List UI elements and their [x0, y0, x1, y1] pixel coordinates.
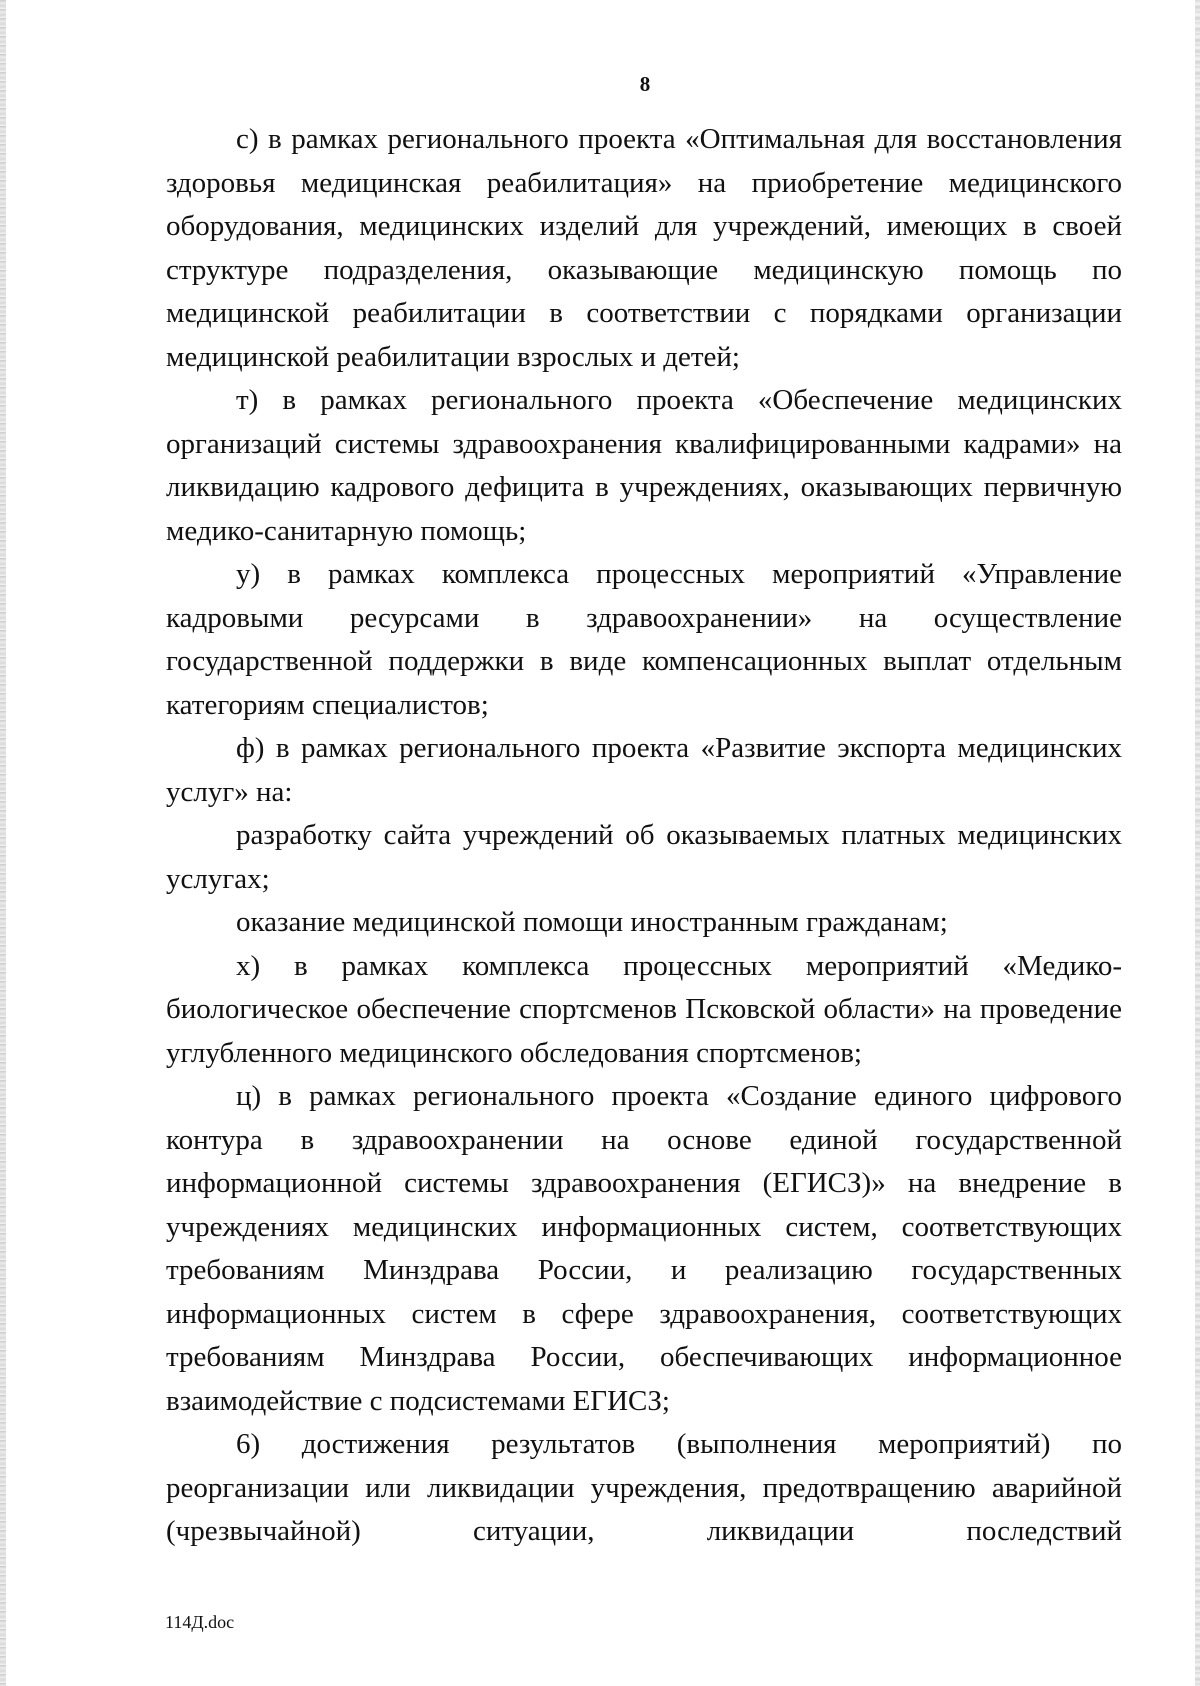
paragraph-ts: ц) в рамках регионального проекта «Создание единого цифрового контура в здравоохранении на основе единой государственной информационной системы здравоохранения (ЕГИСЗ)» на внедрение в учреждениях медицинских информационных систем, соответствующих требованиям Минздрава России, и реализацию государственных информационных систем в сфере здравоохранения, соответствующих требованиям Минздрава России, обеспечивающих информационное взаимодействие с подсистемами ЕГИСЗ; — [166, 1080, 1122, 1417]
scan-edge-right — [1195, 0, 1200, 1686]
paragraph-website: разработку сайта учреждений об оказываемых платных медицинских услугах; — [166, 819, 1122, 895]
paragraph-kh: х) в рамках комплекса процессных мероприятий «Медико-биологическое обеспечение спортсменов Псковской области» на проведение углубленного медицинского обследования спортсменов; — [166, 949, 1122, 1069]
paragraph-6: 6) достижения результатов (выполнения мероприятий) по реорганизации или ликвидации учреждения, предотвращению аварийной (чрезвычайной) ситуации, ликвидации последствий — [166, 1428, 1122, 1547]
paragraph-foreign-citizens: оказание медицинской помощи иностранным гражданам; — [236, 906, 948, 938]
document-body — [166, 118, 1122, 1554]
footer-filename: 114Д.doc — [165, 1612, 235, 1632]
paragraph-f: ф) в рамках регионального проекта «Развитие экспорта медицинских услуг» на: — [166, 732, 1122, 808]
paragraph-u: у) в рамках комплекса процессных мероприятий «Управление кадровыми ресурсами в здравоохранении» на осуществление государственной поддержки в виде компенсационных выплат отдельным категориям специалистов; — [166, 558, 1122, 721]
paragraph-s: с) в рамках регионального проекта «Оптимальная для восстановления здоровья медицинская реабилитация» на приобретение медицинского оборудования, медицинских изделий для учреждений, имеющих в своей структуре подразделения, оказывающие медицинскую помощь по медицинской реабилитации в соответствии с порядками организации медицинской реабилитации взрослых и детей; — [166, 123, 1122, 373]
scan-edge-left — [0, 0, 6, 1686]
page-number: 8 — [639, 72, 651, 96]
paragraph-t: т) в рамках регионального проекта «Обеспечение медицинских организаций системы здравоохранения квалифицированными кадрами» на ликвидацию кадрового дефицита в учреждениях, оказывающих первичную медико-санитарную помощь; — [166, 384, 1122, 547]
